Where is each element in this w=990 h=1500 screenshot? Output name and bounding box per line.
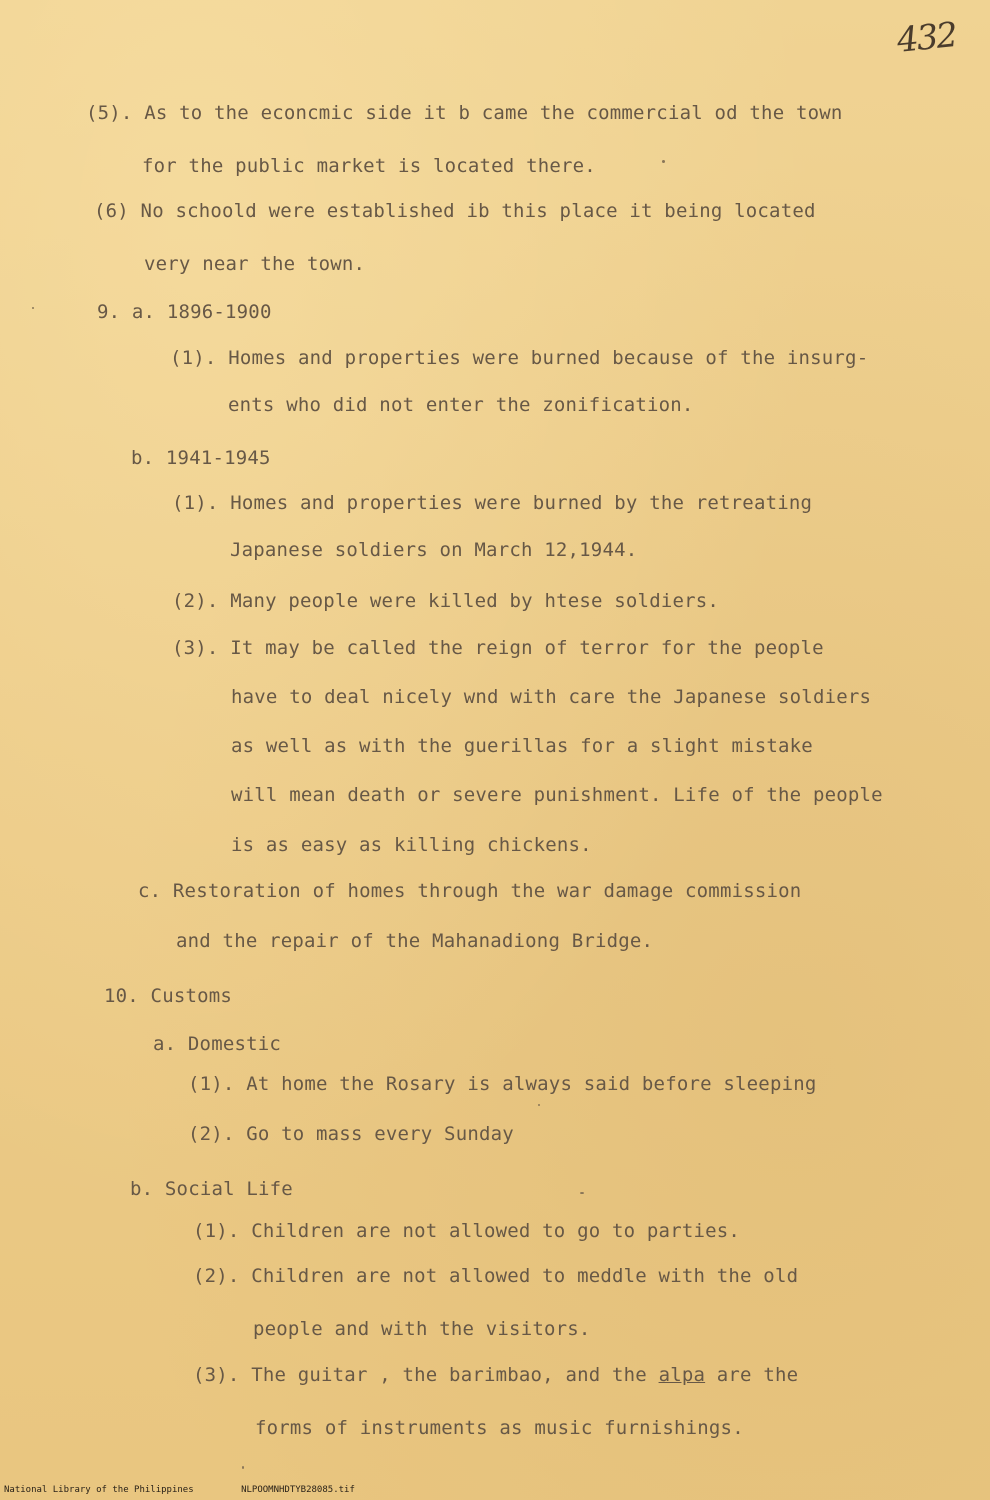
text-line-19: 10. Customs [104,985,233,1007]
text-line-5: 9. a. 1896-1900 [97,301,272,323]
text-line-26: people and with the visitors. [253,1318,591,1340]
speck [32,307,34,309]
text-line-12: (3). It may be called the reign of terror for the people [172,637,824,659]
page-number: 432 [895,15,958,61]
text-line-25: (2). Children are not allowed to meddle with the old [193,1265,799,1287]
text-line-27-start: (3). The guitar , the barimbao, and the [193,1364,659,1386]
underlined-word: alpa [658,1364,706,1386]
text-line-10: Japanese soldiers on March 12,1944. [230,539,638,561]
text-line-6: (1). Homes and properties were burned because of the insurg- [170,347,869,369]
speck [242,1466,244,1469]
text-line-18: and the repair of the Mahanadiong Bridge. [176,930,654,952]
speck [662,160,665,163]
text-line-27 [193,1364,798,1386]
text-line-20: a. Domestic [153,1033,282,1055]
text-line-21: (1). At home the Rosary is always said before sleeping [188,1073,817,1095]
text-line-17: c. Restoration of homes through the war damage commission [138,880,802,902]
text-line-14: as well as with the guerillas for a slight mistake [231,735,813,757]
text-line-3: (6) No schoold were established ib this place it being located [94,200,816,222]
text-line-7: ents who did not enter the zonification. [228,394,694,416]
text-line-4: very near the town. [144,253,366,275]
text-line-9: (1). Homes and properties were burned by the retreating [172,492,813,514]
speck [580,1192,584,1194]
text-line-27-end: are the [705,1364,799,1386]
text-line-23: b. Social Life [130,1178,293,1200]
text-line-15: will mean death or severe punishment. Life of the people [231,784,883,806]
speck [538,1104,540,1106]
text-line-13: have to deal nicely wnd with care the Japanese soldiers [231,686,872,708]
text-line-11: (2). Many people were killed by htese soldiers. [172,590,720,612]
text-line-28: forms of instruments as music furnishings. [255,1417,744,1439]
text-line-8: b. 1941-1945 [131,447,271,469]
text-line-24: (1). Children are not allowed to go to parties. [193,1220,741,1242]
footer-library: National Library of the Philippines [4,1485,194,1495]
text-line-2: for the public market is located there. [142,155,596,177]
footer [4,1485,397,1495]
text-line-22: (2). Go to mass every Sunday [188,1123,514,1145]
footer-file: NLPOOMNHDTYB28085.tif [241,1485,355,1495]
text-line-1: (5). As to the econcmic side it b came the commercial od the town [86,102,843,124]
text-line-16: is as easy as killing chickens. [231,834,592,856]
